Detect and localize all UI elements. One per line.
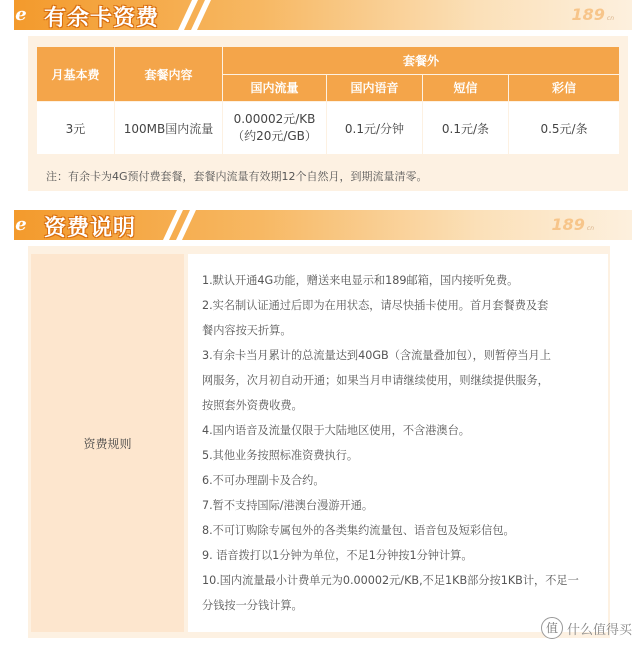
cell-monthly-fee: 3元	[37, 102, 115, 155]
section-title: 有余卡资费	[44, 6, 160, 31]
watermark	[541, 617, 632, 639]
list-item: 按照套外资费收费。	[202, 399, 303, 412]
header-package: 套餐内容	[115, 47, 223, 102]
list-item: 2.实名制认证通过后即为在用状态，请尽快插卡使用。首月套餐费及套	[202, 299, 549, 312]
watermark-text: 什么值得买	[566, 622, 632, 638]
rules-list	[188, 254, 608, 618]
list-item: 7.暂不支持国际/港澳台漫游开通。	[202, 499, 374, 512]
brand-189: 189 cn	[551, 215, 594, 234]
header-mms: 彩信	[509, 74, 620, 102]
list-item: 6.不可办理副卡及合约。	[202, 474, 325, 487]
telecom-logo-icon: e	[15, 4, 27, 25]
rules-panel	[28, 246, 610, 638]
header-domestic-voice: 国内语音	[327, 74, 423, 102]
cell-mms: 0.5元/条	[509, 102, 620, 155]
rules-label: 资费规则	[31, 254, 184, 632]
list-item: 网服务，次月初自动开通；如果当月申请继续使用，则继续提供服务，	[202, 374, 549, 387]
cell-package: 100MB国内流量	[115, 102, 223, 155]
table-row	[37, 102, 620, 155]
cell-sms: 0.1元/条	[423, 102, 509, 155]
header-outside: 套餐外	[223, 47, 620, 75]
list-item: 1.默认开通4G功能，赠送来电显示和189邮箱，国内接听免费。	[202, 274, 519, 287]
header-domestic-data: 国内流量	[223, 74, 327, 102]
cell-domestic-data: 0.00002元/KB（约20元/GB）	[223, 102, 327, 155]
list-item: 餐内容按天折算。	[202, 324, 292, 337]
rules-body	[188, 254, 608, 632]
header-sms: 短信	[423, 74, 509, 102]
list-item: 3.有余卡当月累计的总流量达到40GB（含流量叠加包），则暂停当月上	[202, 349, 551, 362]
section-title: 资费说明	[44, 216, 137, 241]
fee-table	[36, 46, 620, 155]
cell-domestic-voice: 0.1元/分钟	[327, 102, 423, 155]
list-item: 8.不可订购除专属包外的各类集约流量包、语音包及短彩信包。	[202, 524, 515, 537]
fee-note: 注：有余卡为4G预付费套餐，套餐内流量有效期12个自然月，到期流量清零。	[46, 170, 428, 183]
list-item: 10.国内流量最小计费单元为0.00002元/KB,不足1KB部分按1KB计，不足一	[202, 574, 579, 587]
fee-table-panel	[28, 36, 628, 191]
list-item: 分钱按一分钱计算。	[202, 599, 303, 612]
list-item: 5.其他业务按照标准资费执行。	[202, 449, 359, 462]
list-item: 9. 语音拨打以1分钟为单位，不足1分钟按1分钟计算。	[202, 549, 473, 562]
watermark-logo-icon: 值	[541, 617, 563, 639]
header-monthly-fee: 月基本费	[37, 47, 115, 102]
brand-189: 189 cn	[571, 5, 614, 24]
telecom-logo-icon: e	[15, 214, 27, 235]
section-banner-fees	[0, 0, 640, 30]
section-banner-description	[0, 210, 640, 240]
list-item: 4.国内语音及流量仅限于大陆地区使用，不含港澳台。	[202, 424, 470, 437]
